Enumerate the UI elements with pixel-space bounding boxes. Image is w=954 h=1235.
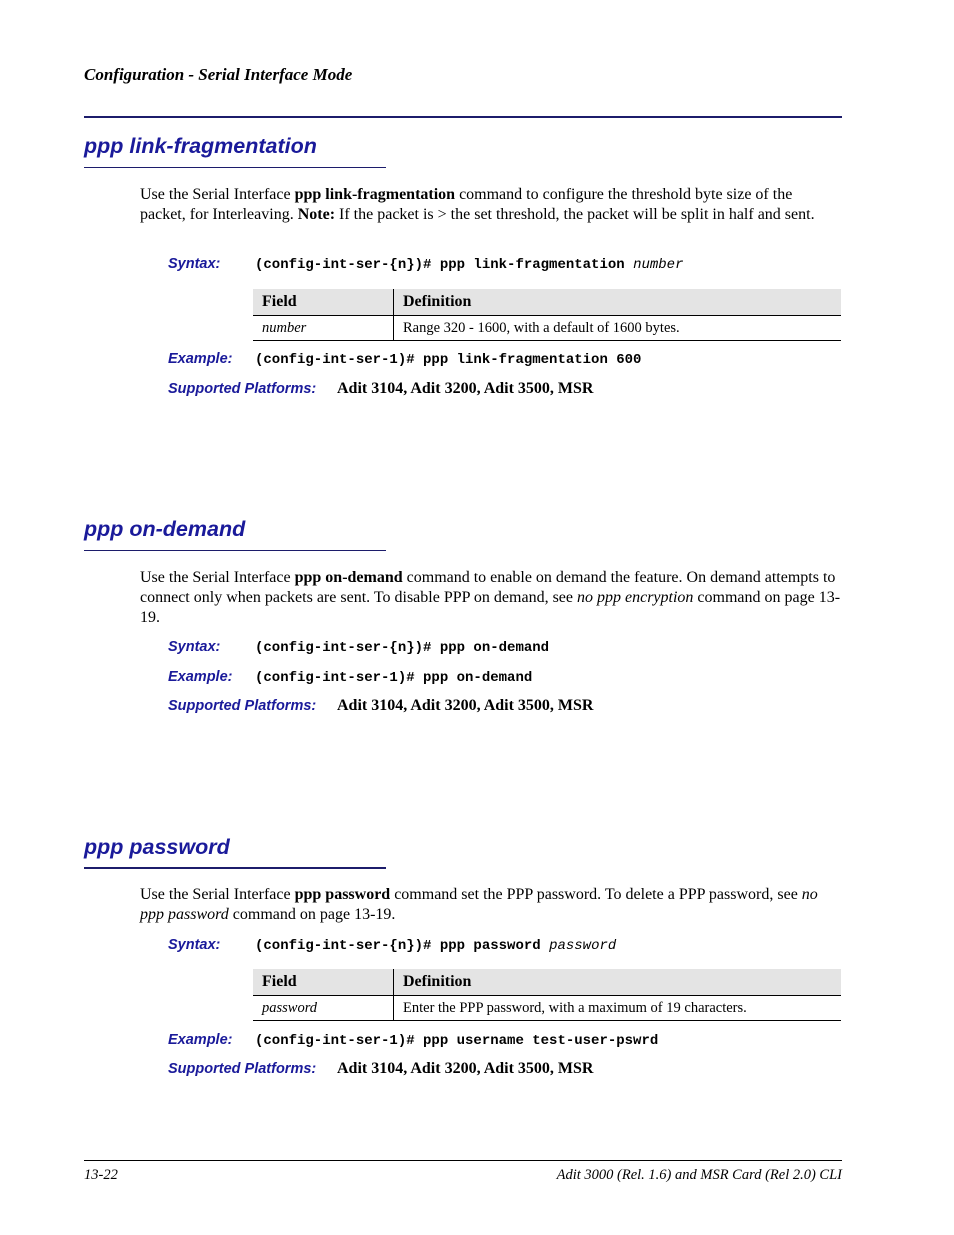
section-description: Use the Serial Interface ppp on-demand command to enable on demand the feature. On demand attempts to connect only when packets are sent. To disable PPP on demand, see no ppp encryption command on page 13-19. — [140, 569, 841, 626]
section-description: Use the Serial Interface ppp link-fragmentation command to configure the threshold byte size of the packet, for Interleaving. Note: If the packet is > the set threshold, the packet will be split in half and sent. — [140, 186, 815, 223]
definition-header: Definition — [394, 969, 842, 996]
syntax-code: (config-int-ser-{n})# ppp password password — [255, 938, 617, 954]
section-title-password: ppp password — [84, 835, 230, 859]
section-rule — [84, 167, 386, 168]
definition-cell: Range 320 - 1600, with a default of 1600 bytes. — [394, 316, 842, 341]
header-rule — [84, 116, 842, 118]
platforms-label: Supported Platforms: — [168, 698, 317, 714]
example-code: (config-int-ser-1)# ppp on-demand — [255, 670, 533, 686]
document-title: Adit 3000 (Rel. 1.6) and MSR Card (Rel 2.0) CLI — [556, 1167, 842, 1183]
platforms-value: Adit 3104, Adit 3200, Adit 3500, MSR — [337, 380, 594, 397]
section-rule — [84, 867, 386, 869]
field-cell: password — [253, 996, 394, 1021]
syntax-code: (config-int-ser-{n})# ppp on-demand — [255, 640, 550, 656]
table-row — [253, 316, 841, 341]
definition-table — [253, 969, 841, 1021]
example-label: Example: — [168, 351, 233, 367]
page-number: 13-22 — [84, 1167, 118, 1183]
section-rule — [84, 550, 386, 551]
table-row — [253, 996, 841, 1021]
field-header: Field — [253, 969, 394, 996]
field-cell: number — [253, 316, 394, 341]
syntax-code: (config-int-ser-{n})# ppp link-fragmentation number — [255, 257, 684, 273]
platforms-label: Supported Platforms: — [168, 1061, 317, 1077]
footer-rule — [84, 1160, 842, 1161]
platforms-value: Adit 3104, Adit 3200, Adit 3500, MSR — [337, 697, 594, 714]
section-description: Use the Serial Interface ppp password command set the PPP password. To delete a PPP password, see no ppp password command on page 13-19. — [140, 886, 818, 923]
definition-header: Definition — [394, 289, 842, 316]
example-code: (config-int-ser-1)# ppp link-fragmentation 600 — [255, 352, 642, 368]
example-label: Example: — [168, 669, 233, 685]
syntax-label: Syntax: — [168, 256, 221, 272]
syntax-label: Syntax: — [168, 639, 221, 655]
running-header: Configuration - Serial Interface Mode — [84, 65, 353, 84]
section-title-link-fragmentation: ppp link-fragmentation — [84, 134, 317, 158]
definition-table — [253, 289, 841, 341]
example-code: (config-int-ser-1)# ppp username test-user-pswrd — [255, 1033, 659, 1049]
platforms-value: Adit 3104, Adit 3200, Adit 3500, MSR — [337, 1060, 594, 1077]
platforms-label: Supported Platforms: — [168, 381, 317, 397]
section-title-on-demand: ppp on-demand — [84, 517, 246, 541]
definition-cell: Enter the PPP password, with a maximum of 19 characters. — [394, 996, 842, 1021]
field-header: Field — [253, 289, 394, 316]
syntax-label: Syntax: — [168, 937, 221, 953]
example-label: Example: — [168, 1032, 233, 1048]
